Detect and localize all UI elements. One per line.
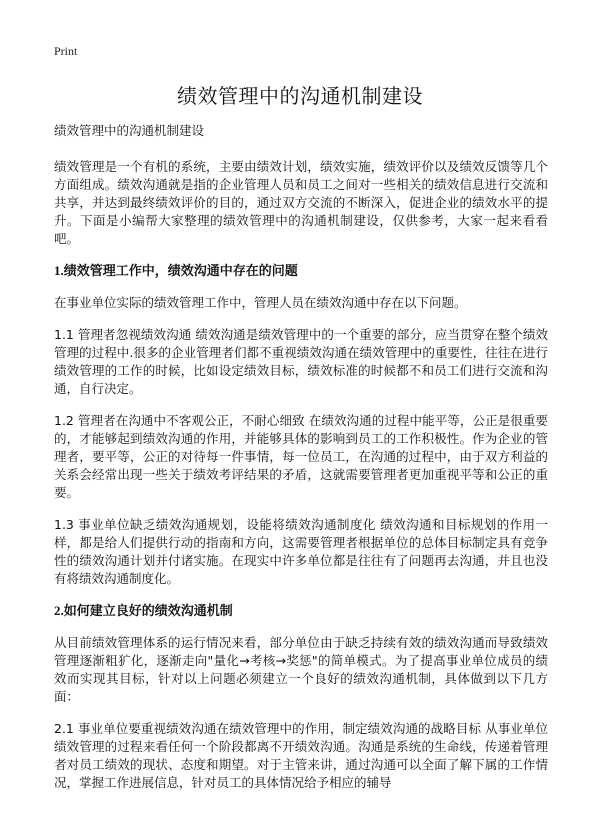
section-heading-1: 1.绩效管理工作中，绩效沟通中存在的问题	[54, 263, 298, 278]
section-1-paragraph-1: 1.1 管理者忽视绩效沟通 绩效沟通是绩效管理中的一个重要的部分，应当贯穿在整个绩效管理的过程中.很多的企业管理者们都不重视绩效沟通在绩效管理中的重要性，往往在进行绩效管理的工作的时候，比如设定绩效目标，绩效标准的时候都不和员工们进行交流和沟通，自行决定。	[54, 327, 548, 396]
section-2-lead: 从目前绩效管理体系的运行情况来看，部分单位由于缺乏持续有效的绩效沟通而导致绩效管理逐渐粗犷化，逐渐走向"量化→考核→奖惩"的简单模式。为了提高事业单位成员的绩效而实现其目标，针对以上问题必须建立一个良好的绩效沟通机制，具体做到以下几方面：	[54, 635, 548, 704]
article-subtitle: 绩效管理中的沟通机制建设	[54, 123, 205, 138]
section-heading-2: 2.如何建立良好的绩效沟通机制	[54, 603, 233, 618]
article-body	[54, 122, 548, 806]
section-2-paragraph-1: 2.1 事业单位要重视绩效沟通在绩效管理中的作用，制定绩效沟通的战略目标 从事业单位绩效管理的过程来看任何一个阶段都离不开绩效沟通。沟通是系统的生命线，传递着管理者对员工绩效的现状、态度和期望。对于主管来讲，通过沟通可以全面了解下属的工作情况，掌握工作进展信息，针对员工的具体情况给予相应的辅导	[54, 721, 548, 790]
intro-paragraph: 绩效管理是一个有机的系统，主要由绩效计划，绩效实施，绩效评价以及绩效反馈等几个方面组成。绩效沟通就是指的企业管理人员和员工之间对一些相关的绩效信息进行交流和共享，并达到最终绩效评价的目的，通过双方交流的不断深入，促进企业的绩效水平的提升。下面是小编帮大家整理的绩效管理中的沟通机制建设，仅供参考，大家一起来看看吧。	[54, 159, 548, 246]
page-title: 绩效管理中的沟通机制建设	[177, 84, 423, 108]
section-1-paragraph-2: 1.2 管理者在沟通中不客观公正，不耐心细致 在绩效沟通的过程中能平等，公正是很重要的，才能够起到绩效沟通的作用，并能够具体的影响到员工的工作积极性。作为企业的管理者，要平等，公正的对待每一件事情，每一位员工，在沟通的过程中，由于双方利益的关系会经常出现一些关于绩效考评结果的矛盾，这就需要管理者更加重视平等和公正的重要。	[54, 413, 548, 500]
section-1-lead: 在事业单位实际的绩效管理工作中，管理人员在绩效沟通中存在以下问题。	[54, 295, 467, 310]
print-link[interactable]: Print	[54, 44, 78, 58]
section-1-paragraph-3: 1.3 事业单位缺乏绩效沟通规划，设能将绩效沟通制度化 绩效沟通和目标规划的作用一样，都是给人们提供行动的指南和方向，这需要管理者根据单位的总体目标制定具有竞争性的绩效沟通计划并付诸实施。在现实中许多单位都是往往有了问题再去沟通，并且也没有将绩效沟通制度化。	[54, 517, 548, 586]
